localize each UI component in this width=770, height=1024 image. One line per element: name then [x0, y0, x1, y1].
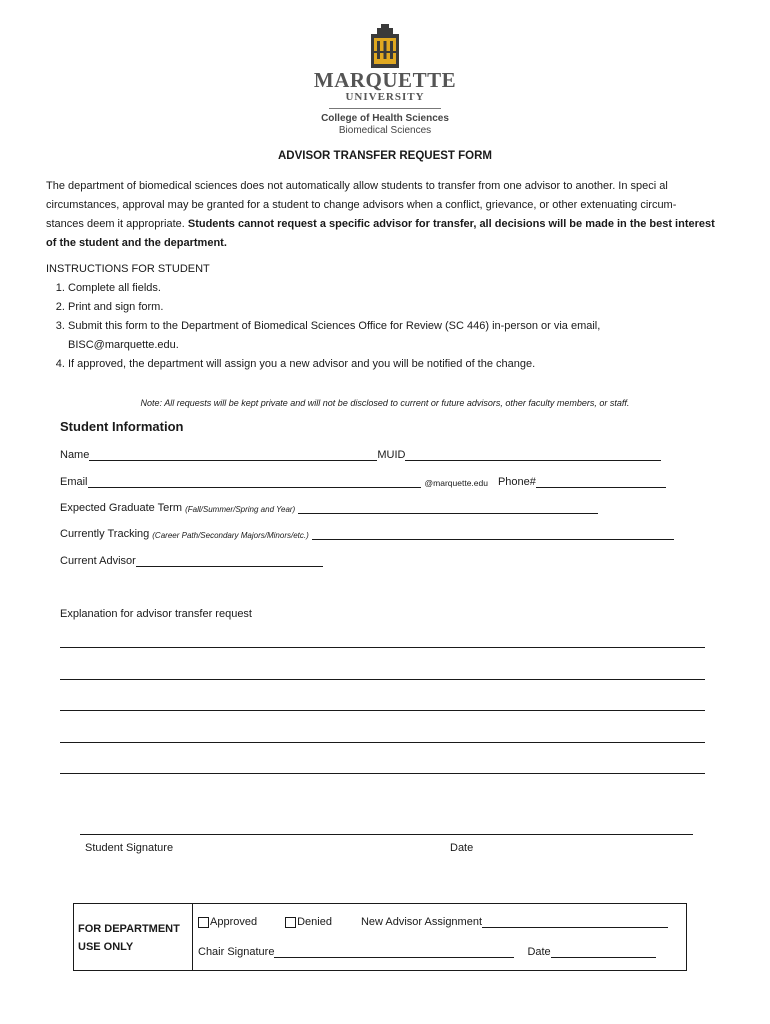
email-field[interactable]	[88, 476, 421, 488]
muid-label: MUID	[377, 449, 406, 461]
chair-date-label: Date	[527, 946, 551, 958]
name-muid-row	[60, 449, 661, 461]
logo-divider	[329, 108, 441, 109]
chair-date-field[interactable]	[551, 946, 656, 958]
decision-row	[198, 916, 668, 928]
intro-line-3-normal: stances deem it appropriate.	[46, 218, 188, 230]
tower-emblem-icon	[365, 22, 405, 68]
instruction-step: 3. Submit this form to the Department of Biomedical Sciences Office for Review (SC 446) in-person or via email, BISC@marquette.edu.	[68, 317, 668, 355]
explanation-line[interactable]	[60, 679, 705, 680]
intro-paragraph	[46, 177, 724, 253]
university-subtitle: UNIVERSITY	[345, 91, 425, 103]
college-name: College of Health Sciences	[321, 113, 449, 124]
chair-signature-label: Chair Signature	[198, 946, 275, 958]
instructions	[46, 260, 726, 374]
chair-signature-field[interactable]	[274, 946, 514, 958]
grad-term-label: Expected Graduate Term	[60, 502, 183, 514]
intro-line-4-bold: of the student and the department.	[46, 237, 227, 249]
current-advisor-field[interactable]	[136, 555, 323, 567]
tracking-hint: (Career Path/Secondary Majors/Minors/etc.)	[152, 531, 309, 540]
instructions-heading: INSTRUCTIONS FOR STUDENT	[46, 263, 210, 275]
email-phone-row	[60, 476, 666, 488]
explanation-line[interactable]	[60, 710, 705, 711]
intro-line-3-bold: Students cannot request a specific advisor for transfer, all decisions will be made in the best interest	[187, 218, 715, 230]
student-info-heading: Student Information	[60, 419, 184, 434]
tracking-row	[60, 528, 674, 540]
approved-label: Approved	[210, 916, 258, 928]
explanation-label: Explanation for advisor transfer request	[60, 608, 252, 620]
approved-checkbox[interactable]	[198, 917, 209, 928]
department-use-label	[78, 920, 188, 956]
chair-row	[198, 946, 656, 958]
intro-line-3	[46, 215, 724, 234]
new-advisor-field[interactable]	[482, 916, 668, 928]
email-label: Email	[60, 476, 88, 488]
grad-term-field[interactable]	[298, 502, 598, 514]
department-use-label-cell	[74, 904, 193, 970]
instruction-step: 1. Complete all fields.	[68, 279, 726, 298]
intro-line-4	[46, 234, 724, 253]
phone-label: Phone#	[497, 476, 536, 488]
denied-label: Denied	[297, 916, 332, 928]
name-label: Name	[60, 449, 90, 461]
explanation-line[interactable]	[60, 742, 705, 743]
muid-field[interactable]	[405, 449, 661, 461]
student-signature-label: Student Signature	[85, 842, 174, 854]
signature-line[interactable]	[80, 834, 693, 835]
signature-date-label: Date	[450, 842, 474, 854]
intro-line-2: circumstances, approval may be granted for a student to change advisors when a conflict, grievance, or other extenuating circum-	[46, 199, 677, 211]
department-use-line-2: USE ONLY	[78, 941, 134, 953]
explanation-line[interactable]	[60, 647, 705, 648]
email-domain: @marquette.edu	[424, 478, 488, 488]
university-name: MARQUETTE	[313, 68, 457, 92]
instruction-step: 2. Print and sign form.	[68, 298, 726, 317]
new-advisor-label: New Advisor Assignment	[360, 916, 483, 928]
instructions-list	[46, 279, 726, 374]
intro-line-1: The department of biomedical sciences does not automatically allow students to transfer from one advisor to another. In speci al	[46, 180, 668, 192]
advisor-row	[60, 555, 323, 567]
department-use-box	[73, 903, 687, 971]
grad-term-row	[60, 502, 598, 514]
university-logo	[300, 22, 470, 137]
phone-field[interactable]	[536, 476, 666, 488]
instruction-step: 4. If approved, the department will assign you a new advisor and you will be notified of the change.	[68, 355, 726, 374]
form-title: ADVISOR TRANSFER REQUEST FORM	[277, 150, 493, 162]
grad-term-hint: (Fall/Summer/Spring and Year)	[185, 505, 296, 514]
explanation-line[interactable]	[60, 773, 705, 774]
name-field[interactable]	[89, 449, 377, 461]
tracking-field[interactable]	[312, 528, 674, 540]
privacy-note: Note: All requests will be kept private and will not be disclosed to current or future advisors, other faculty members, or staff.	[140, 398, 630, 408]
current-advisor-label: Current Advisor	[60, 555, 136, 567]
tracking-label: Currently Tracking	[60, 528, 150, 540]
department-name: Biomedical Sciences	[338, 125, 432, 136]
department-use-line-1: FOR DEPARTMENT	[78, 923, 180, 935]
denied-checkbox[interactable]	[285, 917, 296, 928]
